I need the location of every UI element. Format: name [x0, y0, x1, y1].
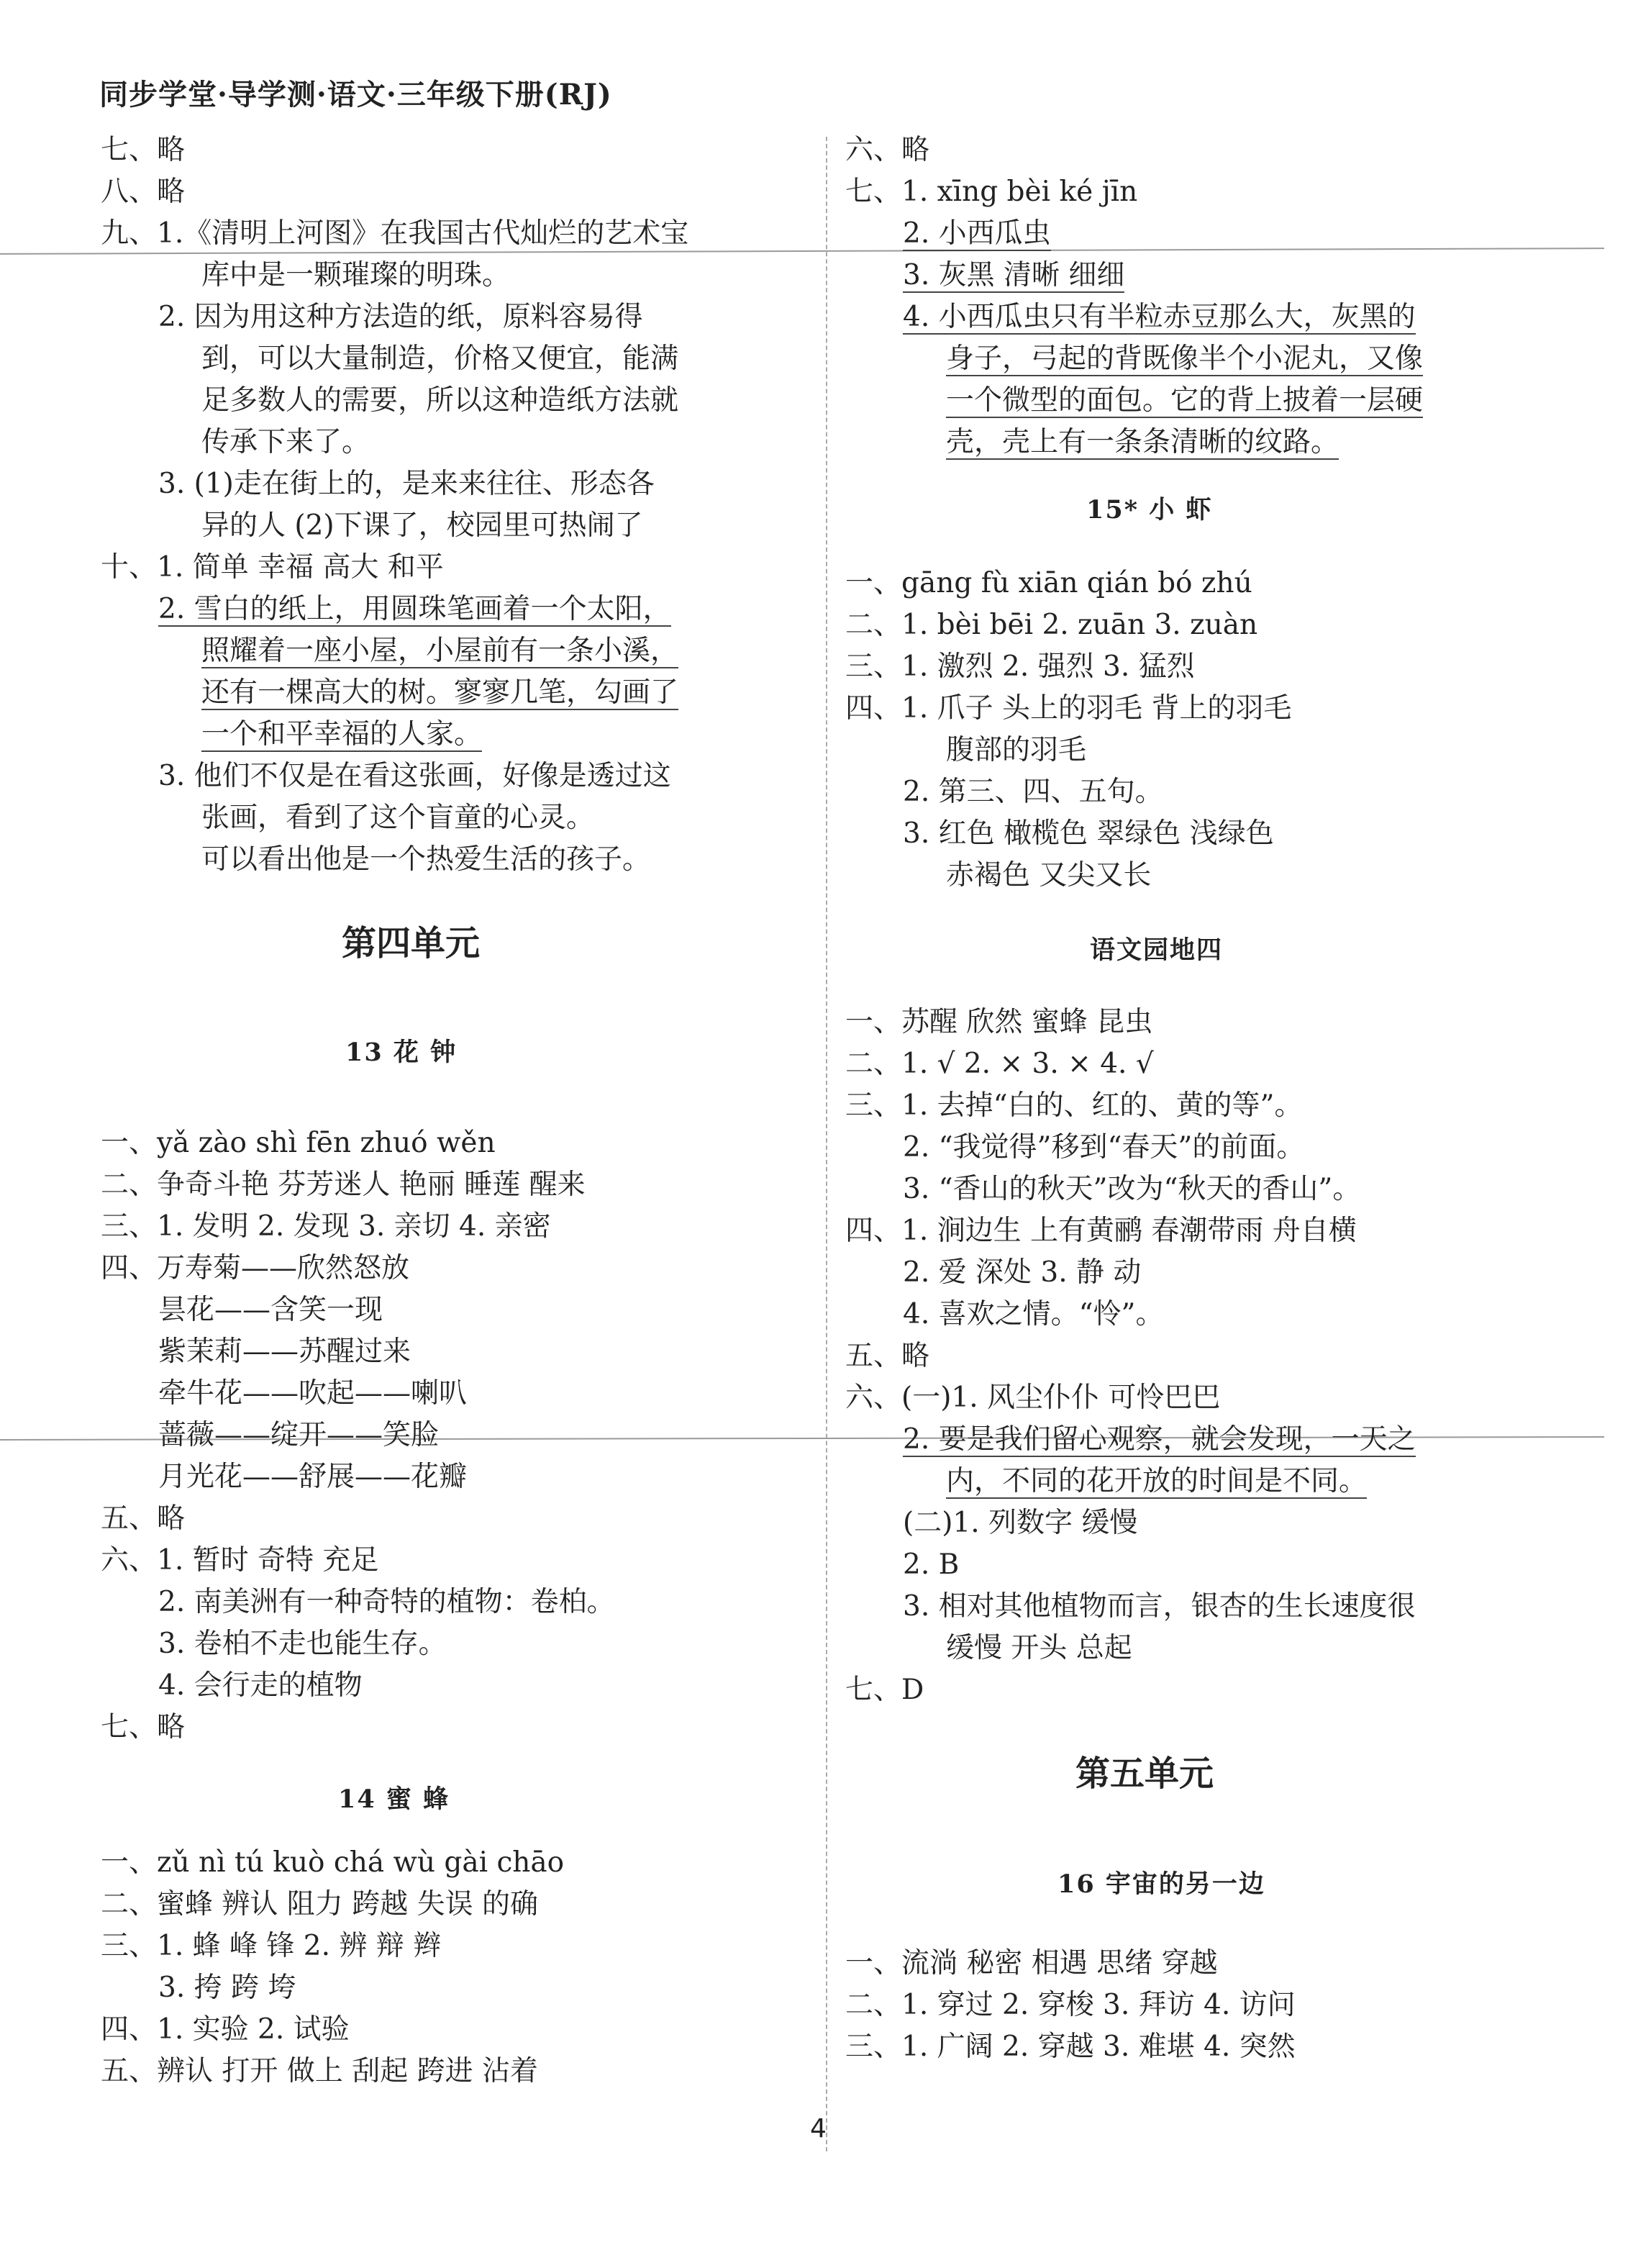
answer-line: 传承下来了。	[201, 426, 370, 458]
answer-line: 一、yǎ zào shì fēn zhuó wěn	[101, 1127, 496, 1159]
answer-line: 腹部的羽毛	[946, 734, 1087, 766]
answer-line: 四、1. 实验 2. 试验	[101, 2013, 350, 2046]
answer-line: 三、1. 广阔 2. 穿越 3. 难堪 4. 突然	[845, 2031, 1296, 2063]
answer-line: 一、gāng fù xiān qián bó zhú	[845, 567, 1252, 599]
answer-line: 内，不同的花开放的时间是不同。	[946, 1465, 1368, 1497]
answer-line: 二、蜜蜂 辨认 阻力 跨越 失误 的确	[101, 1888, 538, 1920]
answer-line: 2. “我觉得”移到“春天”的前面。	[903, 1131, 1305, 1164]
answer-line: 一、苏醒 欣然 蜜蜂 昆虫	[845, 1006, 1153, 1038]
answer-line: (二)1. 列数字 缓慢	[903, 1507, 1138, 1539]
answer-line: 3. (1)走在街上的，是来来往往、形态各	[158, 468, 655, 500]
section-title: 语文园地四	[1090, 935, 1224, 965]
answer-line: 六、略	[845, 134, 930, 166]
answer-line: 3. 卷柏不走也能生存。	[158, 1628, 447, 1660]
page-number: 4	[810, 2114, 827, 2144]
answer-line: 缓慢 开头 总起	[946, 1632, 1132, 1664]
section-title: 16 宇宙的另一边	[1057, 1869, 1265, 1899]
answer-line: 3. 灰黑 清晰 细细	[903, 259, 1125, 291]
section-title: 第四单元	[342, 923, 481, 963]
answer-line: 还有一棵高大的树。寥寥几笔，勾画了	[201, 676, 679, 709]
answer-line: 七、1. xīng bèi ké jīn	[845, 176, 1138, 208]
answer-line: 2. 因为用这种方法造的纸，原料容易得	[158, 301, 643, 333]
answer-line: 四、万寿菊——欣然怒放	[101, 1252, 410, 1284]
answer-line: 七、略	[101, 134, 186, 166]
answer-line: 昙花——含笑一现	[158, 1294, 383, 1326]
answer-line: 3. 挎 跨 垮	[158, 1972, 296, 2004]
answer-line: 十、1. 简单 幸福 高大 和平	[101, 551, 444, 584]
answer-line: 九、1.《清明上河图》在我国古代灿烂的艺术宝	[101, 217, 689, 250]
answer-line: 到，可以大量制造，价格又便宜，能满	[201, 343, 679, 375]
answer-line: 六、(一)1. 风尘仆仆 可怜巴巴	[845, 1382, 1221, 1414]
answer-line: 身子，弓起的背既像半个小泥丸，又像	[946, 343, 1424, 375]
page-header: 同步学堂·导学测·语文·三年级下册(RJ)	[99, 78, 612, 112]
answer-line: 3. 红色 橄榄色 翠绿色 浅绿色	[903, 817, 1274, 850]
section-title: 14 蜜 蜂	[338, 1784, 450, 1814]
answer-line: 壳，壳上有一条条清晰的纹路。	[946, 426, 1339, 458]
answer-line: 3. “香山的秋天”改为“秋天的香山”。	[903, 1173, 1361, 1205]
answer-line: 异的人 (2)下课了，校园里可热闹了	[201, 509, 643, 542]
answer-line: 六、1. 暂时 奇特 充足	[101, 1544, 379, 1577]
answer-line: 赤褐色 又尖又长	[946, 859, 1152, 892]
answer-line: 足多数人的需要，所以这种造纸方法就	[201, 384, 679, 417]
answer-line: 4. 喜欢之情。“怜”。	[903, 1298, 1164, 1330]
answer-line: 一个微型的面包。它的背上披着一层硬	[946, 384, 1424, 417]
answer-line: 七、D	[845, 1674, 924, 1706]
answer-line: 3. 相对其他植物而言，银杏的生长速度很	[903, 1590, 1416, 1623]
answer-line: 二、1. 穿过 2. 穿梭 3. 拜访 4. 访问	[845, 1989, 1296, 2021]
answer-line: 库中是一颗璀璨的明珠。	[201, 259, 511, 291]
answer-line: 2. 小西瓜虫	[903, 217, 1051, 250]
answer-line: 照耀着一座小屋，小屋前有一条小溪，	[201, 635, 679, 667]
answer-line: 张画，看到了这个盲童的心灵。	[201, 802, 595, 834]
answer-line: 二、争奇斗艳 芬芳迷人 艳丽 睡莲 醒来	[101, 1169, 586, 1201]
answer-line: 四、1. 爪子 头上的羽毛 背上的羽毛	[845, 692, 1292, 725]
answer-line: 七、略	[101, 1711, 186, 1743]
column-divider	[826, 137, 827, 2151]
answer-line: 4. 会行走的植物	[158, 1669, 363, 1702]
answer-line: 2. 要是我们留心观察，就会发现，一天之	[903, 1423, 1416, 1456]
answer-line: 五、略	[845, 1340, 930, 1372]
section-title: 15* 小 虾	[1086, 495, 1213, 525]
left-column	[101, 130, 791, 2115]
answer-line: 3. 他们不仅是在看这张画，好像是透过这	[158, 760, 671, 792]
section-title: 第五单元	[1075, 1754, 1214, 1794]
answer-line: 牵牛花——吹起——喇叭	[158, 1377, 468, 1410]
answer-line: 八、略	[101, 176, 186, 208]
answer-line: 2. 爱 深处 3. 静 动	[903, 1256, 1142, 1289]
answer-line: 紫茉莉——苏醒过来	[158, 1335, 411, 1368]
answer-line: 三、1. 去掉“白的、红的、黄的等”。	[845, 1089, 1303, 1122]
answer-line: 2. B	[903, 1548, 960, 1581]
answer-line: 蔷薇——绽开——笑脸	[158, 1419, 440, 1451]
answer-line: 2. 雪白的纸上，用圆珠笔画着一个太阳，	[158, 593, 671, 625]
answer-line: 2. 第三、四、五句。	[903, 776, 1163, 808]
answer-line: 三、1. 激烈 2. 强烈 3. 猛烈	[845, 650, 1195, 683]
answer-line: 五、略	[101, 1502, 186, 1535]
answer-line: 2. 南美洲有一种奇特的植物：卷柏。	[158, 1586, 615, 1618]
answer-line: 五、辨认 打开 做上 刮起 跨进 沾着	[101, 2055, 538, 2087]
answer-line: 一、流淌 秘密 相遇 思绪 穿越	[845, 1947, 1218, 1979]
answer-line: 4. 小西瓜虫只有半粒赤豆那么大，灰黑的	[903, 301, 1416, 333]
right-column	[845, 130, 1579, 2115]
answer-line: 可以看出他是一个热爱生活的孩子。	[201, 843, 651, 876]
answer-line: 二、1. √ 2. × 3. × 4. √	[845, 1048, 1154, 1080]
answer-line: 四、1. 涧边生 上有黄鹂 春潮带雨 舟自横	[845, 1215, 1357, 1247]
answer-line: 一个和平幸福的人家。	[201, 718, 483, 750]
answer-line: 一、zǔ nì tú kuò chá wù gài chāo	[101, 1846, 565, 1879]
answer-line: 二、1. bèi bēi 2. zuān 3. zuàn	[845, 609, 1258, 641]
answer-line: 三、1. 蜂 峰 锋 2. 辨 辩 辫	[101, 1930, 442, 1962]
answer-line: 月光花——舒展——花瓣	[158, 1461, 468, 1493]
answer-line: 三、1. 发明 2. 发现 3. 亲切 4. 亲密	[101, 1210, 551, 1243]
section-title: 13 花 钟	[345, 1038, 458, 1067]
